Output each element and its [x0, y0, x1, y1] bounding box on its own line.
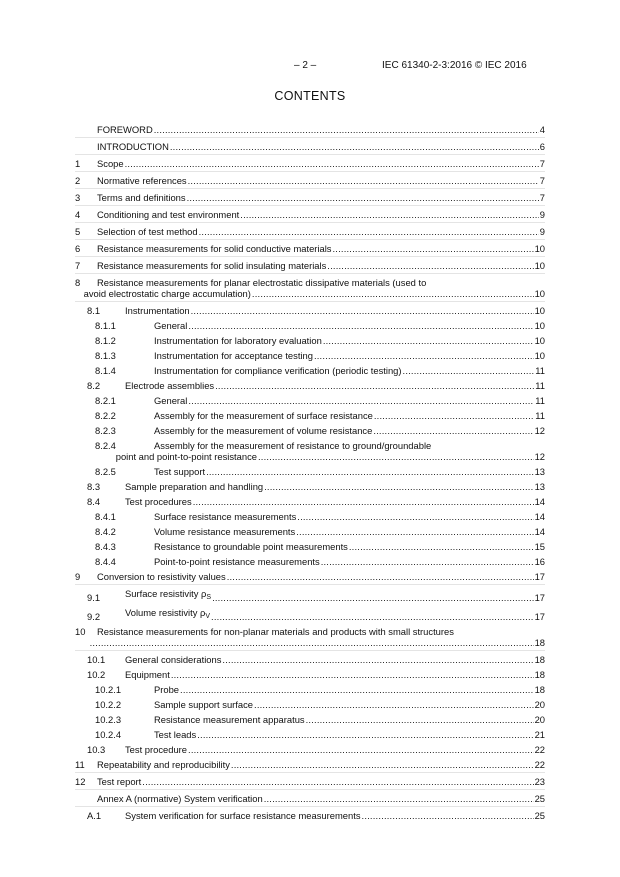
toc-title: Point-to-point resistance measurements: [154, 556, 320, 567]
dot-leader: [211, 611, 534, 622]
toc-title: Resistance measurement apparatus: [154, 714, 305, 725]
toc-page-number: 11: [535, 395, 545, 406]
toc-entry[interactable]: [75, 365, 545, 376]
dot-leader: [125, 158, 539, 169]
toc-number: 9: [75, 571, 81, 582]
toc-title: Test support: [154, 466, 206, 477]
toc-number: 7: [75, 260, 81, 271]
page-title: CONTENTS: [274, 89, 346, 103]
dot-leader: [171, 669, 534, 680]
toc-page-number: 16: [534, 556, 545, 567]
toc-page-number: 22: [534, 744, 545, 755]
toc-number: 10.2: [87, 669, 106, 680]
toc-subscript: V: [205, 613, 211, 620]
toc-page-number: 25: [534, 793, 545, 804]
toc-title: Instrumentation for compliance verification (periodic testing): [154, 365, 402, 376]
dot-leader: [142, 776, 533, 787]
dot-leader: [197, 729, 533, 740]
toc-entry[interactable]: [75, 305, 545, 316]
toc-page-number: 14: [534, 526, 545, 537]
toc-title: Instrumentation: [125, 305, 190, 316]
toc-number: 12: [75, 776, 86, 787]
dot-leader: [188, 744, 534, 755]
toc-title: Sample preparation and handling: [125, 481, 264, 492]
toc-title: FOREWORD: [97, 124, 153, 135]
page-number: – 2 –: [294, 60, 317, 71]
toc-title: Annex A (normative) System verification: [97, 793, 263, 804]
toc-number: 6: [75, 243, 81, 254]
dot-leader: [188, 175, 539, 186]
toc-entry[interactable]: [75, 810, 545, 821]
toc-entry[interactable]: [75, 607, 545, 622]
toc-number: A.1: [87, 810, 102, 821]
toc-entry[interactable]: [75, 684, 545, 695]
dot-leader: [403, 365, 535, 376]
toc-number: 8: [75, 277, 81, 288]
toc-entry[interactable]: [75, 466, 545, 477]
toc-number: 8.3: [87, 481, 101, 492]
dot-leader: [296, 526, 533, 537]
toc-number: 10.2.2: [95, 699, 122, 710]
toc-page-number: 9: [539, 209, 545, 220]
toc-number: 11: [75, 759, 85, 770]
toc-entry[interactable]: [75, 320, 545, 331]
toc-entry[interactable]: [75, 175, 545, 189]
dot-leader: [180, 684, 534, 695]
toc-entry[interactable]: [75, 669, 545, 680]
dot-leader: [154, 124, 539, 135]
toc-number: 8.2: [87, 380, 101, 391]
dot-leader: [252, 288, 534, 299]
toc-entry[interactable]: [75, 192, 545, 206]
toc-title: Resistance measurements for non-planar materials and products with small structures: [97, 626, 454, 637]
toc-entry[interactable]: [75, 380, 545, 391]
toc-entry[interactable]: [75, 350, 545, 361]
toc-page-number: 17: [534, 571, 545, 582]
dot-leader: [199, 226, 539, 237]
toc-entry[interactable]: [75, 395, 545, 406]
dot-leader: [297, 511, 533, 522]
toc-entry[interactable]: [75, 511, 545, 522]
toc-title: Normative references: [97, 175, 187, 186]
toc-page-number: 20: [534, 714, 545, 725]
toc-page-number: 18: [534, 669, 545, 680]
toc-page-number: 23: [534, 776, 545, 787]
toc-title: Sample support surface: [154, 699, 254, 710]
toc-entry[interactable]: [75, 729, 545, 740]
toc-number: 4: [75, 209, 81, 220]
toc-page-number: 4: [539, 124, 545, 135]
toc-page-number: 11: [535, 380, 545, 391]
toc-number: 10: [75, 626, 86, 637]
toc-number: 8.4.1: [95, 511, 116, 522]
toc-number: 9.2: [87, 611, 101, 622]
toc-number: 10.2.4: [95, 729, 122, 740]
dot-leader: [349, 541, 534, 552]
toc-title: Resistance measurements for planar electrostatic dissipative materials (used to: [97, 277, 427, 288]
toc-number: 9.1: [87, 592, 101, 603]
toc-number: 10.3: [87, 744, 106, 755]
toc-entry[interactable]: [75, 526, 545, 537]
toc-entry[interactable]: [75, 277, 545, 302]
toc-number: 10.2.3: [95, 714, 122, 725]
toc-page-number: 13: [534, 466, 545, 477]
toc-number: 8.4.3: [95, 541, 116, 552]
dot-leader: [187, 192, 539, 203]
dot-leader: [264, 481, 533, 492]
toc-number: 1: [75, 158, 81, 169]
toc-subscript: S: [206, 594, 212, 601]
dot-leader: [231, 759, 534, 770]
toc-title: Test procedure: [125, 744, 188, 755]
toc-entry[interactable]: [75, 699, 545, 710]
toc-entry[interactable]: [75, 481, 545, 492]
dot-leader: [193, 496, 534, 507]
toc-title: Instrumentation for laboratory evaluation: [154, 335, 322, 346]
toc-page-number: 10: [534, 350, 545, 361]
toc-page-number: 18: [534, 654, 545, 665]
toc-number: 8.1.1: [95, 320, 116, 331]
dot-leader: [258, 451, 534, 462]
dot-leader: [374, 410, 534, 421]
toc-title: Assembly for the measurement of volume resistance: [154, 425, 373, 436]
toc-page-number: 12: [534, 425, 545, 436]
dot-leader: [212, 592, 533, 603]
toc-title: Volume resistance measurements: [154, 526, 296, 537]
toc-title: Instrumentation for acceptance testing: [154, 350, 313, 361]
toc-entry[interactable]: [75, 158, 545, 172]
dot-leader: [240, 209, 539, 220]
dot-leader: [222, 654, 533, 665]
toc-page-number: 18: [534, 637, 545, 648]
toc-entry[interactable]: [75, 588, 545, 603]
dot-leader: [323, 335, 534, 346]
toc-title: Resistance measurements for solid conductive materials: [97, 243, 332, 254]
toc-page-number: 12: [534, 451, 545, 462]
dot-leader: [90, 637, 534, 648]
dot-leader: [314, 350, 534, 361]
toc-page-number: 10: [534, 305, 545, 316]
toc-title: Resistance to groundable point measurements: [154, 541, 348, 552]
toc-page-number: 13: [534, 481, 545, 492]
toc-number: 8.2.2: [95, 410, 116, 421]
toc-title: Electrode assemblies: [125, 380, 215, 391]
toc-title: Surface resistance measurements: [154, 511, 297, 522]
toc-number: 8.1.2: [95, 335, 116, 346]
toc-title: INTRODUCTION: [97, 141, 169, 152]
toc-entry[interactable]: [75, 226, 545, 240]
toc-title: Selection of test method: [97, 226, 198, 237]
toc-page-number: 18: [534, 684, 545, 695]
toc-title: Conditioning and test environment: [97, 209, 240, 220]
dot-leader: [321, 556, 534, 567]
toc-number: 8.1: [87, 305, 101, 316]
toc-number: 10.2.1: [95, 684, 122, 695]
toc-entry[interactable]: [75, 440, 545, 462]
toc-page-number: 6: [539, 141, 545, 152]
toc-entry[interactable]: [75, 626, 545, 651]
dot-leader: [191, 305, 534, 316]
toc-page-number: 22: [534, 759, 545, 770]
toc-title: Repeatability and reproducibility: [97, 759, 230, 770]
toc-number: 8.2.3: [95, 425, 116, 436]
toc-entry[interactable]: [75, 556, 545, 567]
toc-entry[interactable]: [75, 793, 545, 807]
table-of-contents: [75, 124, 545, 825]
toc-title: Probe: [154, 684, 180, 695]
toc-number: 8.2.5: [95, 466, 116, 477]
dot-leader: [332, 243, 533, 254]
toc-entry[interactable]: [75, 335, 545, 346]
standard-reference: IEC 61340-2-3:2016 © IEC 2016: [382, 60, 527, 71]
toc-page-number: 7: [539, 158, 545, 169]
toc-entry[interactable]: [75, 141, 545, 155]
toc-entry[interactable]: [75, 124, 545, 138]
toc-number: 10.1: [87, 654, 106, 665]
dot-leader: [188, 320, 533, 331]
toc-page-number: 14: [534, 496, 545, 507]
toc-title: Scope: [97, 158, 124, 169]
dot-leader: [373, 425, 533, 436]
toc-page-number: 17: [534, 611, 545, 622]
dot-leader: [362, 810, 534, 821]
dot-leader: [215, 380, 534, 391]
dot-leader: [170, 141, 539, 152]
toc-number: 8.4.2: [95, 526, 116, 537]
toc-title: Test leads: [154, 729, 197, 740]
toc-number: 8.2.4: [95, 440, 116, 451]
toc-number: 3: [75, 192, 81, 203]
toc-page-number: 10: [534, 260, 545, 271]
dot-leader: [188, 395, 534, 406]
toc-title: Equipment: [125, 669, 170, 680]
toc-title: Test report: [97, 776, 142, 787]
toc-entry[interactable]: [75, 209, 545, 223]
toc-title: Surface resistivity $\rho_S$: [125, 588, 212, 601]
toc-entry[interactable]: [75, 776, 545, 790]
toc-title: Assembly for the measurement of surface resistance: [154, 410, 373, 421]
toc-title: avoid electrostatic charge accumulation): [83, 288, 251, 299]
toc-page-number: 10: [534, 335, 545, 346]
toc-number: 8.4: [87, 496, 101, 507]
toc-page-number: 20: [534, 699, 545, 710]
dot-leader: [227, 571, 534, 582]
toc-entry[interactable]: [75, 243, 545, 257]
toc-title: System verification for surface resistance measurements: [125, 810, 361, 821]
toc-entry[interactable]: [75, 744, 545, 755]
toc-page-number: 21: [534, 729, 545, 740]
toc-page-number: 10: [534, 243, 545, 254]
toc-page-number: 17: [534, 592, 545, 603]
toc-title: point and point-to-point resistance: [115, 451, 257, 462]
toc-title: General: [154, 395, 188, 406]
toc-entry[interactable]: [75, 714, 545, 725]
toc-page-number: 10: [534, 288, 545, 299]
toc-title: Assembly for the measurement of resistance to ground/groundable: [154, 440, 432, 451]
toc-title: General: [154, 320, 188, 331]
toc-number: 2: [75, 175, 81, 186]
toc-title: Terms and definitions: [97, 192, 186, 203]
toc-entry[interactable]: [75, 425, 545, 436]
toc-page-number: 9: [539, 226, 545, 237]
toc-entry[interactable]: [75, 654, 545, 665]
toc-entry[interactable]: [75, 759, 545, 773]
toc-page-number: 7: [539, 175, 545, 186]
toc-number: 8.2.1: [95, 395, 116, 406]
dot-leader: [254, 699, 534, 710]
toc-entry[interactable]: [75, 496, 545, 507]
toc-number: 8.1.3: [95, 350, 116, 361]
toc-page-number: 11: [535, 365, 545, 376]
toc-entry[interactable]: [75, 410, 545, 421]
toc-title: Resistance measurements for solid insulating materials: [97, 260, 327, 271]
toc-entry[interactable]: [75, 541, 545, 552]
dot-leader: [206, 466, 533, 477]
toc-title: Conversion to resistivity values: [97, 571, 226, 582]
toc-title: Volume resistivity $\rho_V$: [125, 607, 211, 620]
toc-entry[interactable]: [75, 260, 545, 274]
toc-page-number: 15: [534, 541, 545, 552]
toc-title: Test procedures: [125, 496, 192, 507]
dot-leader: [306, 714, 534, 725]
dot-leader: [264, 793, 534, 804]
toc-page-number: 14: [534, 511, 545, 522]
toc-page-number: 11: [535, 410, 545, 421]
toc-number: 5: [75, 226, 81, 237]
toc-number: 8.1.4: [95, 365, 116, 376]
toc-page-number: 10: [534, 320, 545, 331]
toc-entry[interactable]: [75, 571, 545, 585]
toc-number: 8.4.4: [95, 556, 116, 567]
toc-page-number: 7: [539, 192, 545, 203]
dot-leader: [327, 260, 533, 271]
toc-title: General considerations: [125, 654, 222, 665]
toc-page-number: 25: [534, 810, 545, 821]
